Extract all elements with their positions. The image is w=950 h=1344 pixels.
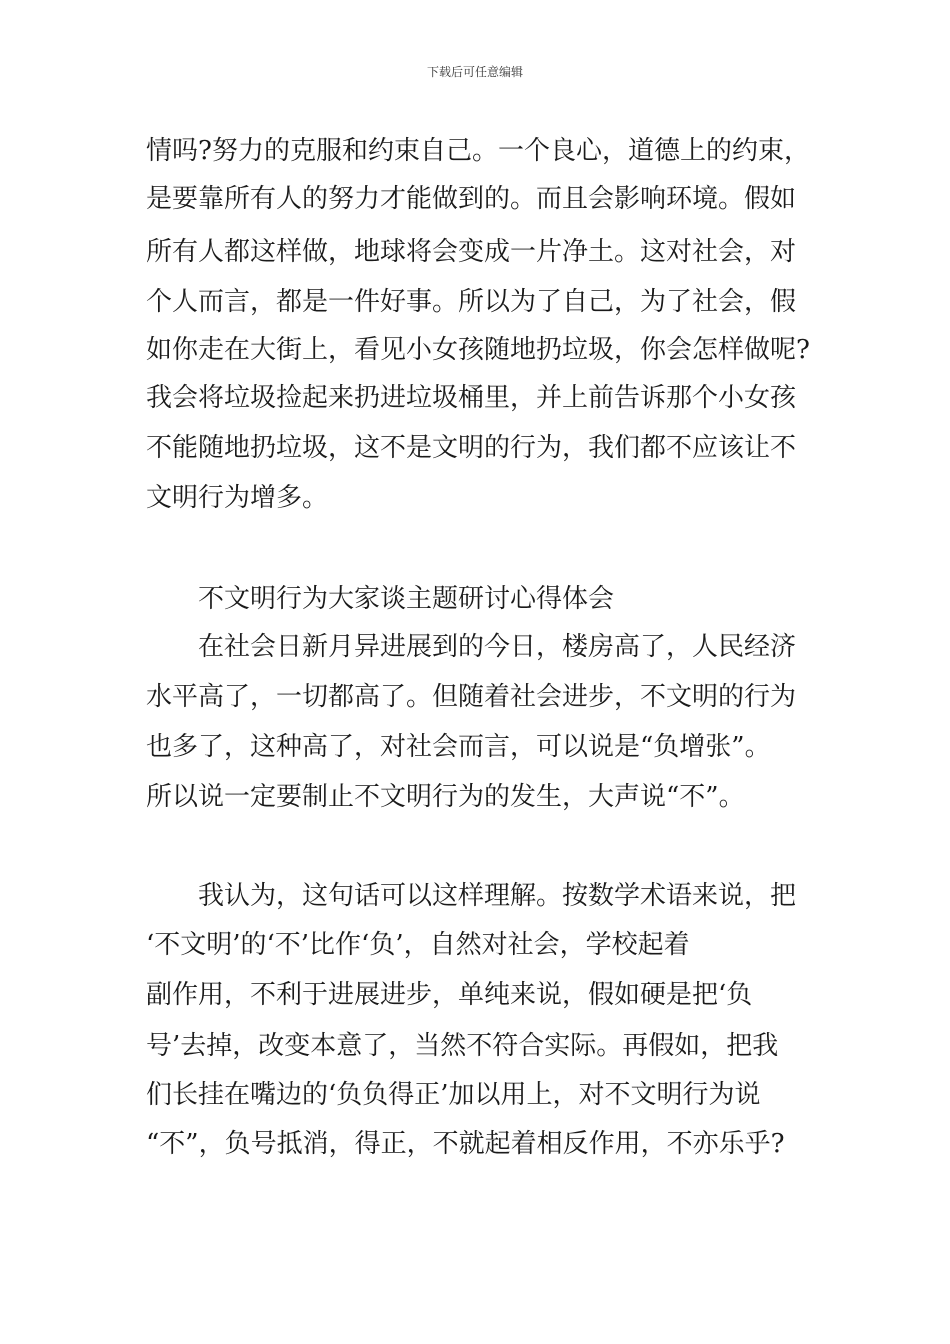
text-line: 我认为，这句话可以这样理解。按数学术语来说，把 bbox=[198, 881, 797, 911]
text-line: 如你走在大街上，看见小女孩随地扔垃圾，你会怎样做呢? bbox=[146, 335, 810, 365]
text-line: 个人而言，都是一件好事。所以为了自己，为了社会，假 bbox=[146, 287, 797, 317]
text-line: “不”，负号抵消，得正，不就起着相反作用，不亦乐乎? bbox=[146, 1129, 785, 1159]
text-line: 不能随地扔垃圾，这不是文明的行为，我们都不应该让不 bbox=[146, 433, 797, 463]
text-line: 在社会日新月异进展到的今日，楼房高了，人民经济 bbox=[198, 632, 797, 662]
text-line: 所有人都这样做，地球将会变成一片净土。这对社会，对 bbox=[146, 237, 797, 267]
text-line: 情吗?努力的克服和约束自己。一个良心，道德上的约束， bbox=[146, 136, 810, 166]
text-line: 我会将垃圾捡起来扔进垃圾桶里，并上前告诉那个小女孩 bbox=[146, 383, 797, 413]
text-line: 们长挂在嘴边的‘负负得正’加以用上，对不文明行为说 bbox=[146, 1080, 761, 1110]
section-title: 不文明行为大家谈主题研讨心得体会 bbox=[198, 584, 615, 614]
text-line: 号’去掉，改变本意了，当然不符合实际。再假如，把我 bbox=[146, 1031, 779, 1061]
page-header: 下载后可任意编辑 bbox=[426, 65, 523, 79]
text-line: 是要靠所有人的努力才能做到的。而且会影响环境。假如 bbox=[146, 184, 797, 214]
text-line: ‘不文明’的‘不’比作‘负’，自然对社会，学校起着 bbox=[146, 930, 690, 960]
text-line: 副作用，不利于进展进步，单纯来说，假如硬是把‘负 bbox=[146, 980, 753, 1010]
text-line: 所以说一定要制止不文明行为的发生，大声说“不”。 bbox=[146, 782, 745, 812]
text-line: 文明行为增多。 bbox=[146, 483, 329, 513]
text-line: 也多了，这种高了，对社会而言，可以说是“负增张”。 bbox=[146, 732, 771, 762]
text-line: 水平高了，一切都高了。但随着社会进步，不文明的行为 bbox=[146, 682, 797, 712]
